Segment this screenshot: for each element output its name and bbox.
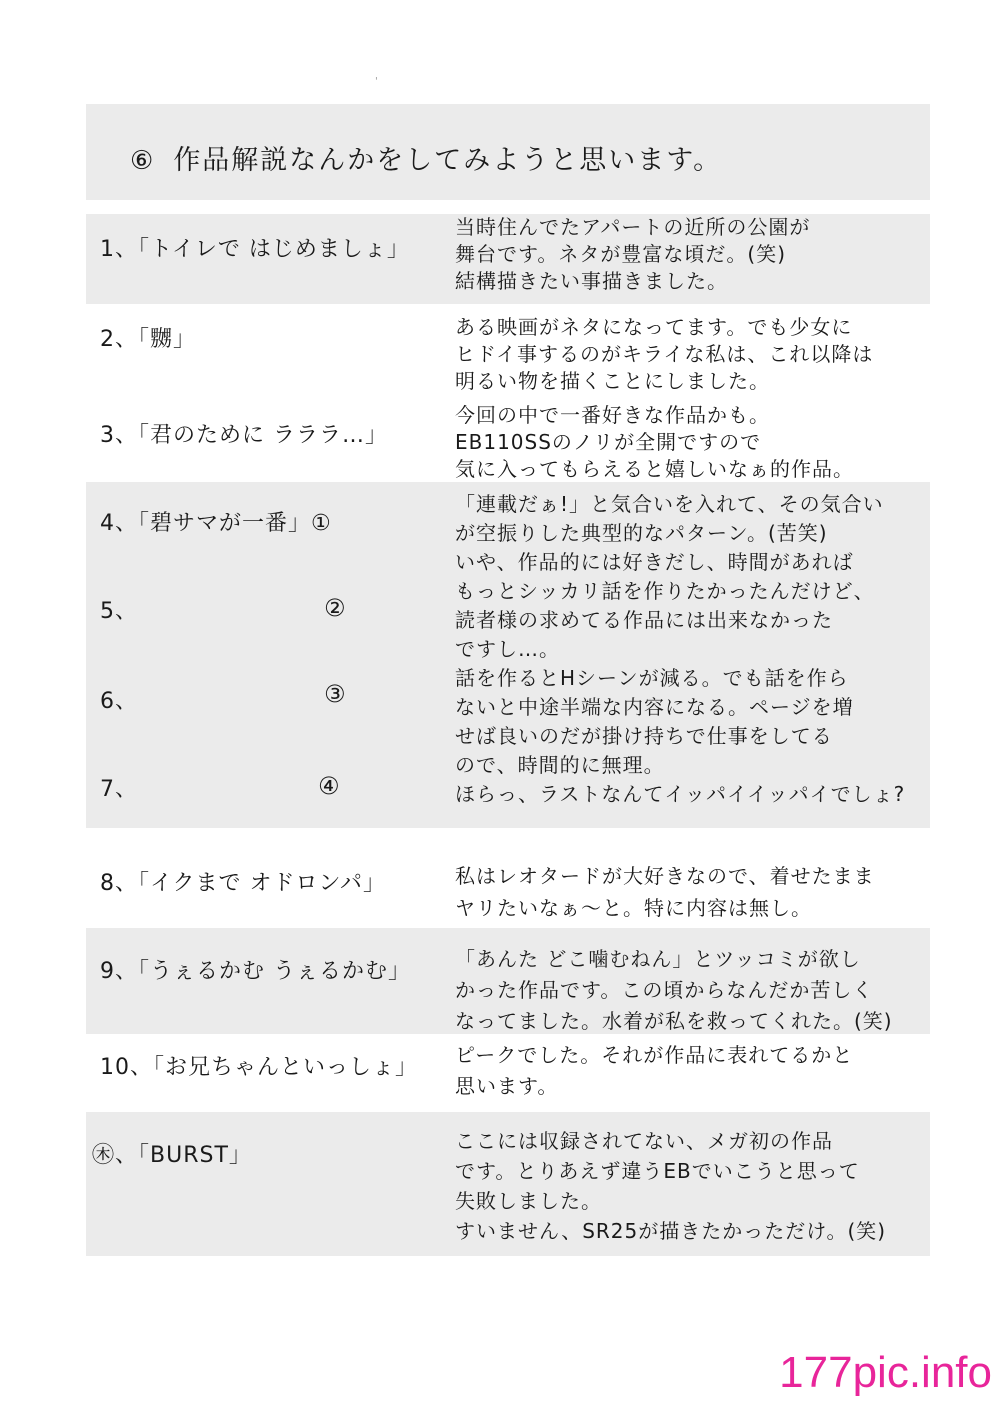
note-line: 思います。: [455, 1074, 559, 1098]
entry-label-4: 4、「碧サマが一番」①: [100, 511, 332, 536]
entry-label-6: 6、: [100, 689, 138, 714]
note-line: 「連載だぁ!」と気合いを入れて、その気合い: [455, 492, 884, 516]
note-line: ヤリたいなぁ〜と。特に内容は無し。: [455, 896, 812, 920]
part-marker-3: ③: [324, 680, 346, 708]
entry-label-2: 2、「嬲」: [100, 327, 196, 352]
entry-note-1: [455, 214, 925, 295]
note-line: 舞台です。ネタが豊富な頃だ。(笑): [455, 242, 787, 266]
note-line: ないと中途半端な内容になる。ページを増: [455, 695, 854, 719]
note-line: せば良いのだが掛け持ちで仕事をしてる: [455, 724, 833, 748]
note-line: かった作品です。この頃からなんだか苦しく: [455, 978, 874, 1002]
note-line: ヒドイ事するのがキライな私は、これ以降は: [455, 342, 874, 366]
note-line: 読者様の求めてる作品には出来なかった: [455, 608, 833, 632]
note-line: 当時住んでたアパートの近所の公園が: [455, 215, 811, 239]
note-line: ので、時間的に無理。: [455, 753, 665, 777]
note-line: 話を作るとHシーンが減る。でも話を作ら: [455, 666, 849, 690]
entry-note-10: [455, 1040, 925, 1102]
entry-label-burst: ㊍、「BURST」: [92, 1143, 252, 1168]
watermark: 177pic.info: [779, 1348, 992, 1397]
entry-label-1: 1、「トイレで はじめましょ」: [100, 237, 410, 262]
note-line: すいません、SR25が描きたかっただけ。(笑): [455, 1219, 887, 1243]
note-line: もっとシッカリ話を作りたかったんだけど、: [455, 579, 875, 603]
note-line: 今回の中で一番好きな作品かも。: [455, 403, 770, 427]
note-line: ここには収録されてない、メガ初の作品: [455, 1129, 833, 1153]
note-line: 結構描きたい事描きました。: [455, 269, 728, 293]
title-text: 作品解説なんかをしてみようと思います。: [173, 145, 723, 176]
note-line: です。とりあえず違うEBでいこうと思って: [455, 1159, 860, 1183]
note-line: ほらっ、ラストなんてイッパイイッパイでしょ?: [455, 782, 906, 806]
entry-note-burst: [455, 1126, 925, 1246]
note-line: EB110SSのノリが全開ですので: [455, 430, 762, 454]
note-line: 気に入ってもらえると嬉しいなぁ的作品。: [455, 457, 854, 481]
note-line: 明るい物を描くことにしました。: [455, 369, 770, 393]
scan-mark: ': [375, 76, 378, 87]
entry-label-10: 10、「お兄ちゃんといっしょ」: [100, 1055, 418, 1080]
note-line: なってました。水着が私を救ってくれた。(笑): [455, 1009, 893, 1033]
entry-label-7: 7、: [100, 777, 138, 802]
entry-note-8: [455, 860, 925, 924]
note-line: 「あんた どこ噛むねん」とツッコミが欲し: [455, 947, 861, 971]
note-line: 私はレオタードが大好きなので、着せたまま: [455, 864, 875, 888]
entry-label-8: 8、「イクまで オドロンパ」: [100, 871, 387, 896]
note-line: ある映画がネタになってます。でも少女に: [455, 315, 853, 339]
note-line: ピークでした。それが作品に表れてるかと: [455, 1043, 854, 1067]
note-line: が空振りした典型的なパターン。(苦笑): [455, 521, 828, 545]
entry-note-2: [455, 314, 925, 395]
part-marker-4: ④: [318, 772, 340, 800]
part-marker-2: ②: [324, 594, 346, 622]
page-title: [130, 138, 722, 177]
entry-label-9: 9、「うぇるかむ うぇるかむ」: [100, 959, 411, 984]
entry-label-3: 3、「君のために ラララ…」: [100, 423, 388, 448]
entry-note-3: [455, 402, 925, 483]
entry-note-4: [455, 490, 925, 809]
entry-label-5: 5、: [100, 599, 138, 624]
note-line: いや、作品的には好きだし、時間があれば: [455, 550, 854, 574]
section-number: ⑥: [130, 146, 156, 176]
note-line: ですし…。: [455, 637, 560, 661]
note-line: 失敗しました。: [455, 1189, 602, 1213]
entry-note-9: [455, 944, 925, 1037]
